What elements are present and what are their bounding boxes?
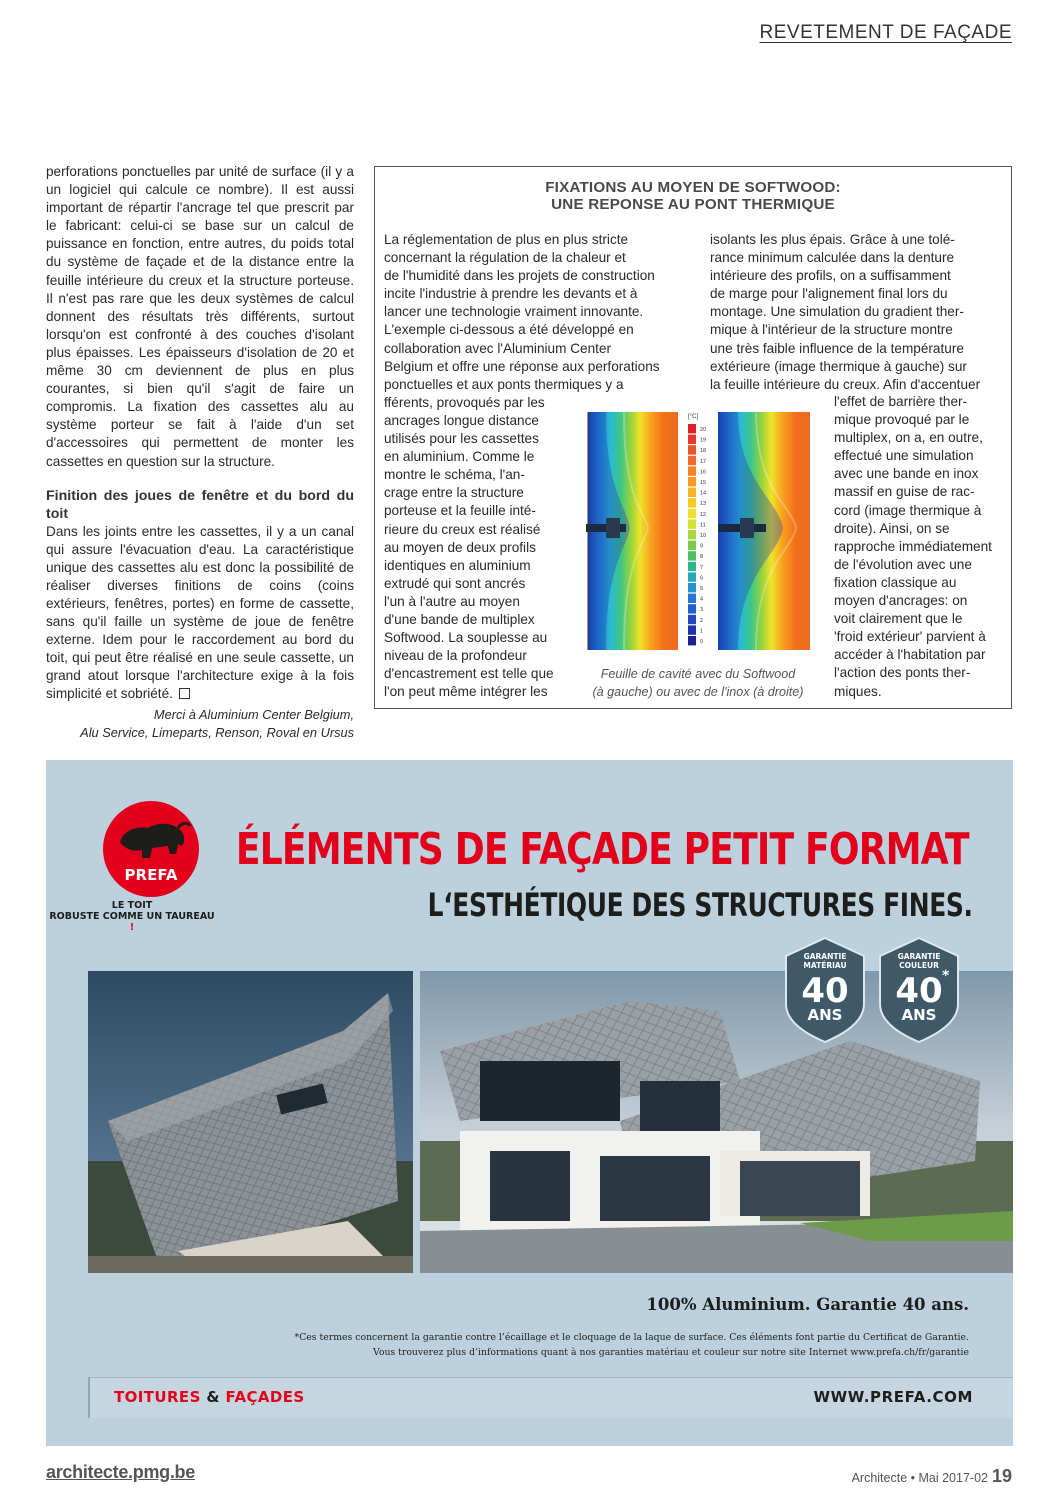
box-text-line: montage. Une simulation du gradient ther- [710,304,964,320]
slogan-text: ROBUSTE COMME UN TAUREAU [49,911,215,922]
box-text-line: mique provoqué par le [834,412,970,428]
box-text-line: la feuille intérieure du creux. Afin d'accentuer [710,376,981,392]
product-facades: FAÇADES [225,1388,305,1406]
box-text-line: de l'évolution avec une [834,556,972,572]
badge-number: 40 [895,971,943,1011]
scale-swatch [688,445,696,454]
material-guarantee-badge [784,936,866,1044]
scale-swatch [688,572,696,581]
scale-label: 15 [700,480,707,486]
badge-line: GARANTIE [803,952,847,961]
box-text-line: utilisés pour les cassettes [384,431,539,447]
scale-swatch [688,562,696,571]
scale-label: 11 [700,522,706,529]
ad-claim: 100% Aluminium. Garantie 40 ans. [646,1295,969,1314]
footer-website-link[interactable]: architecte.pmg.be [46,1462,195,1482]
scale-label: 19 [700,437,707,444]
scale-swatch [688,594,696,603]
slogan-line: LE TOIT [111,900,153,911]
scale-label: 16 [700,469,707,476]
product-roofs: TOITURES [114,1388,201,1406]
box-text-line: extérieure (image thermique à gauche) sur [710,358,967,374]
box-text-line: isolants les plus épais. Grâce à une tolé- [710,232,955,247]
box-text-line: concernant la régulation de la chaleur et [384,250,626,266]
scale-label: 20 [700,427,707,433]
box-title-line: FIXATIONS AU MOYEN DE SOFTWOOD: [545,179,841,196]
footer-issue [852,1466,1012,1487]
box-title-line: UNE REPONSE AU PONT THERMIQUE [551,196,835,213]
caption-line: Feuille de cavité avec du Softwood [600,667,796,681]
box-text-line: intérieure des profils, on a suffisamment [710,268,951,284]
scale-swatch [688,477,696,486]
scale-label: 17 [700,458,707,465]
scale-swatch [688,488,696,497]
box-text-line: La réglementation de plus en plus stricte [384,232,629,247]
box-column-2 [710,231,980,394]
box-text-line: extrudé qui sont ancrés [384,575,526,591]
box-text-line: collaboration avec l'Aluminium Center [384,340,611,356]
box-text-line: l'on peut même intégrer les [384,684,548,700]
ampersand: & [200,1388,226,1406]
box-text-line: ancrages longue distance [384,412,539,428]
box-text-line: moyen d'ancrages: on [834,593,968,609]
box-title [375,179,1011,213]
box-text-line: multiplex, on a, en outre, [834,430,983,446]
badge-unit: ANS [807,1006,843,1024]
product-lines [114,1388,305,1406]
box-text-line: montre le schéma, l'an- [384,467,525,483]
box-text-line: Belgium et offre une réponse aux perforations [384,358,660,374]
left-column [46,163,354,742]
scale-label: 2 [700,617,704,624]
body-paragraph: perforations ponctuelles par unité de surface (il y a un logiciel qui calcule ce nombre). Il est aussi important de répartir l'ancrage tel que prescrit par le fabricant: celui-ci se base sur un calcul de puissance en fonction, entre autres, du poids total du système de façade et de la distance entre la feuille intérieure du creux et la structure porteuse. Il n'est pas rare que les deux systèmes de calcul donnent des résultats très différents, surtout lorsqu'on est confronté à des couches d'isolant plus épaisses. Les épaisseurs d'isolation de 20 et même 30 cm deviennent de plus en plus courantes, si bien qu'il s'agit de faire un compromis. La fixation des cassettes alu au système porteur se fait à l'aide d'un set d'accessoires qui permettent de monter les cassettes en question sur la structure. [46,164,354,469]
box-text-line: cord (image thermique à [834,502,982,518]
box-text-line: crage entre la structure [384,485,524,501]
thermal-simulation-figure [578,410,816,665]
scale-swatch [688,551,696,560]
box-text-line: l'un à l'autre au moyen [384,593,520,609]
box-text-line: incite l'industrie à prendre les devants et à [384,286,638,302]
color-guarantee-badge [878,936,960,1044]
box-text-line: au moyen de deux profils [384,539,536,555]
scale-label: 18 [700,448,707,455]
scale-label: 10 [700,533,707,539]
credits-line: Merci à Aluminium Center Belgium, [153,706,354,722]
box-text-line: massif en guise de rac- [834,484,975,500]
scale-label: 7 [700,564,704,571]
box-text-line: en aluminium. Comme le [384,449,535,465]
box-text-line: une très faible influence de la température [710,340,964,356]
scale-label: 9 [700,543,704,550]
page-number: 19 [991,1466,1012,1486]
ad-fine-print [249,1330,969,1360]
ad-headline: ÉLÉMENTS DE FAÇADE PETIT FORMAT [236,824,969,875]
scale-swatch [688,625,696,634]
box-text-line: d'encastrement est telle que [384,666,554,682]
box-text-line: miques. [834,683,882,699]
scale-label: 3 [700,607,704,614]
box-text-line: rance minimum calculée dans la denture [710,250,955,266]
box-text-line: rieure du creux est réalisé [384,521,541,537]
temperature-scale [688,414,706,645]
section-title: REVETEMENT DE FAÇADE [759,22,1012,43]
box-text-line: identiques en aluminium [384,557,531,573]
scale-swatch [688,604,696,613]
ad-website-link[interactable]: WWW.PREFA.COM [813,1388,973,1406]
badge-line: COULEUR [899,961,939,970]
credits-line: Alu Service, Limeparts, Renson, Roval en Ursus [80,724,354,740]
scale-label: 0 [700,639,704,645]
brand-name: PREFA [124,866,178,884]
box-text-line: droite). Ainsi, on se [834,520,950,536]
body-paragraph [46,523,354,704]
slogan-exclamation: ! [129,922,135,933]
end-mark-icon [179,688,190,699]
scale-swatch [688,435,696,444]
subheading: Finition des joues de fenêtre et du bord du toit [46,487,354,522]
scale-swatch [688,498,696,507]
box-text-line: porteuse et la feuille inté- [384,503,536,519]
box-text-line: voit clairement que le [834,611,963,627]
credits [46,706,354,742]
issue-label: Architecte • Mai 2017-02 [851,1471,988,1485]
scale-label: 6 [700,575,704,582]
ad-subheadline: L‘ESTHÉTIQUE DES STRUCTURES FINES. [428,886,973,924]
badge-number: 40 [801,971,849,1011]
paragraph-text: Dans les joints entre les cassettes, il y a un canal qui assure l'évacuation d'eau. La caractéristique unique des cassettes alu est donc la possibilité de réaliser diverses finitions de coins (coins extérieurs, fenêtres, portes) en forme de cassette, sans qu'il faille un système de joue de fenêtre externe. Idem pour le raccordement au bord du toit, qui peut être réalisé en une seule cassette, un grand atout lorsque l'architecture exige à la fois simplicité et sobriété. [46,523,354,702]
scale-swatch [688,456,696,465]
box-text-line: niveau de la profondeur [384,648,527,664]
scale-label: 13 [700,501,707,508]
scale-swatch [688,636,696,645]
scale-unit: [°C] [688,414,699,420]
scale-label: 12 [700,511,707,518]
caption-line: (à gauche) ou avec de l'inox (à droite) [592,685,804,699]
box-text-line: fixation classique au [834,574,957,590]
scale-swatch [688,530,696,539]
badge-unit: ANS [901,1006,937,1024]
scale-swatch [688,509,696,518]
scale-label: 14 [700,490,707,497]
scale-swatch [688,541,696,550]
scale-label: 4 [700,596,704,603]
prefa-advertisement [46,760,1013,1446]
scale-swatch [688,466,696,475]
scale-swatch [688,424,696,433]
scale-swatch [688,615,696,624]
box-text-line: L'exemple ci-dessous a été développé en [384,322,634,338]
scale-label: 8 [700,554,704,561]
box-text-line: de marge pour l'alignement final lors du [710,286,948,302]
box-text-line: effectué une simulation [834,448,974,464]
box-text-line: avec une bande en inox [834,466,979,482]
box-text-line: de l'humidité dans les projets de construction [384,268,655,284]
badge-star: * [942,968,950,984]
ad-footer-bar [88,1377,1013,1418]
box-text-line: lancer une technologie vraiment innovante. [384,304,644,320]
fine-print-line: Vous trouverez plus d’informations quant à nos garanties matériau et couleur sur notre site Internet www.prefa.ch/fr/garantie [372,1347,969,1358]
thermal-image-left [586,412,678,650]
box-text-line: ponctuelles et aux ponts thermiques y a [384,376,624,392]
figure-caption [578,665,818,701]
box-text-line: d'une bande de multiplex [384,611,535,627]
thermal-image-right [718,412,810,650]
box-text-line: Softwood. La souplesse au [384,630,548,646]
box-text-line: 'froid extérieur' parvient à [834,629,986,645]
badge-line: GARANTIE [897,952,941,961]
fine-print-line: *Ces termes concernent la garantie contre l’écaillage et le cloquage de la laque de surface. Ces éléments font partie du Certificat de Garantie. [294,1332,969,1343]
building-photo-left [88,971,413,1273]
box-text-line: accéder à l'habitation par [834,647,986,663]
scale-label: 1 [700,628,704,635]
box-column-3 [834,393,992,701]
box-text-line: l'action des ponts ther- [834,665,971,681]
box-text-line: l'effet de barrière ther- [834,394,968,409]
scale-label: 5 [700,586,704,592]
box-text-line: mique à l'intérieur de la structure montre [710,322,953,338]
slogan [46,900,218,933]
prefa-logo[interactable] [102,800,200,898]
scale-swatch [688,583,696,592]
box-text-line: fférents, provoqués par les [384,394,545,410]
slogan-line [46,911,218,933]
badge-line: MATÉRIAU [803,961,847,970]
scale-swatch [688,519,696,528]
box-text-line: rapproche immédiatement [834,538,992,554]
